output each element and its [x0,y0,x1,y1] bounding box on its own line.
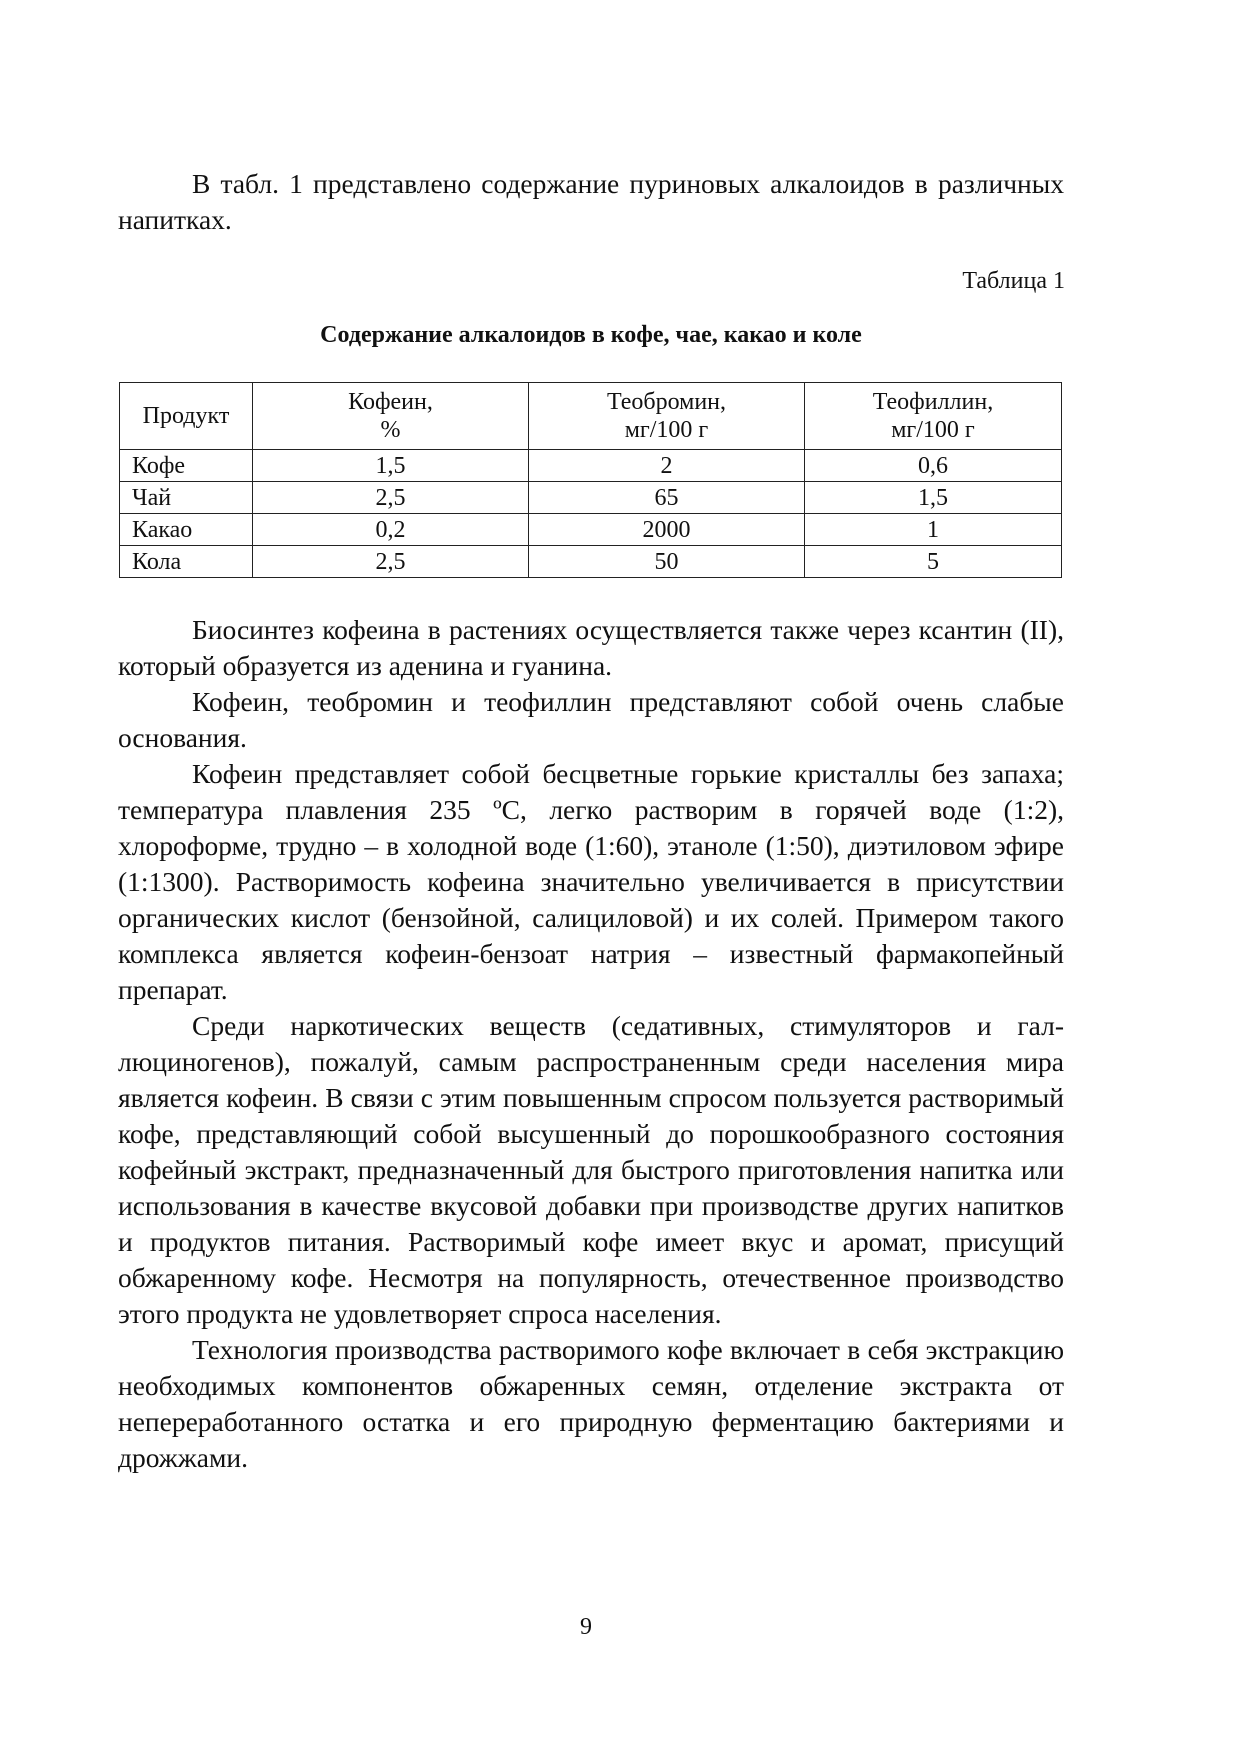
cell-theobromine: 65 [529,482,805,514]
cell-caffeine: 1,5 [253,450,529,482]
header-theophylline-line2: мг/100 г [891,417,975,443]
cell-theobromine: 2000 [529,514,805,546]
cell-caffeine: 2,5 [253,482,529,514]
cell-theobromine: 2 [529,450,805,482]
header-caffeine [253,383,529,450]
table-row [120,514,1062,546]
table-row [120,450,1062,482]
table-label: Таблица 1 [962,268,1065,294]
paragraph-technology: Технология производства растворимого кофе включает в себя экстракцию необходимых компонентов обжаренных семян, отделение экстракта от непереработанного остатка и его природную ферментацию бактериями и дрожжами. [118,1334,1064,1473]
paragraph-narcotics: Среди наркотических веществ (седативных, стимуляторов и галлюциногенов), пожалуй, самым распространенным среди населения мира является кофеин. В связи с этим повышенным спросом пользуется растворимый кофе, представляющий собой высушенный до порошкообразного состояния кофейный экстракт, предназначенный для быстрого приготовления напитка или использования в качестве вкусовой добавки при производстве других напитков и продуктов питания. Растворимый кофе имеет вкус и аромат, присущий обжаренному кофе. Несмотря на популярность, отечественное производство этого продукта не удовлетворяет спроса населения. [118,1010,1064,1329]
header-theophylline-line1: Теофиллин, [872,389,994,415]
page-number: 9 [580,1614,592,1640]
header-product: Продукт [120,383,253,450]
header-caffeine-line2: % [380,417,401,443]
table-title: Содержание алкалоидов в кофе, чае, какао и коле [320,322,862,348]
body-section [118,612,1064,1476]
cell-caffeine: 0,2 [253,514,529,546]
table-row [120,482,1062,514]
cell-product: Какао [120,514,253,546]
intro-section [118,166,1064,238]
intro-paragraph: В табл. 1 представлено содержание пуриновых алкалоидов в различных напитках. [118,168,1064,235]
table-header-row [120,383,1062,450]
header-theobromine-line1: Теобромин, [606,389,727,415]
cell-theophylline: 5 [805,546,1062,578]
paragraph-biosynthesis: Биосинтез кофеина в растениях осуществляется также через ксантин (II), который образуется из аденина и гуанина. [118,614,1064,681]
cell-theophylline: 1 [805,514,1062,546]
cell-caffeine: 2,5 [253,546,529,578]
header-theobromine-line2: мг/100 г [624,417,709,443]
cell-product: Кофе [120,450,253,482]
header-theobromine [529,383,805,450]
cell-theobromine: 50 [529,546,805,578]
cell-theophylline: 0,6 [805,450,1062,482]
cell-product: Кола [120,546,253,578]
paragraph-weak-bases: Кофеин, теобромин и теофиллин представляют собой очень слабые основания. [118,686,1064,753]
paragraph-caffeine-properties: Кофеин представляет собой бесцветные горькие кристаллы без запаха; температура плавления 235 ºС, легко растворим в горячей воде (1:2), хлороформе, трудно – в холодной воде (1:60), этаноле (1:50), диэтиловом эфире (1:1300). Растворимость кофеина значительно увеличивается в присутствии органических кислот (бензойной, салициловой) и их солей. Примером такого комплекса является кофеин-бензоат натрия – известный фармакопейный препарат. [118,758,1064,1005]
cell-theophylline: 1,5 [805,482,1062,514]
cell-product: Чай [120,482,253,514]
header-theophylline [805,383,1062,450]
table-row [120,546,1062,578]
alkaloid-table [119,382,1062,578]
header-caffeine-line1: Кофеин, [348,389,433,415]
